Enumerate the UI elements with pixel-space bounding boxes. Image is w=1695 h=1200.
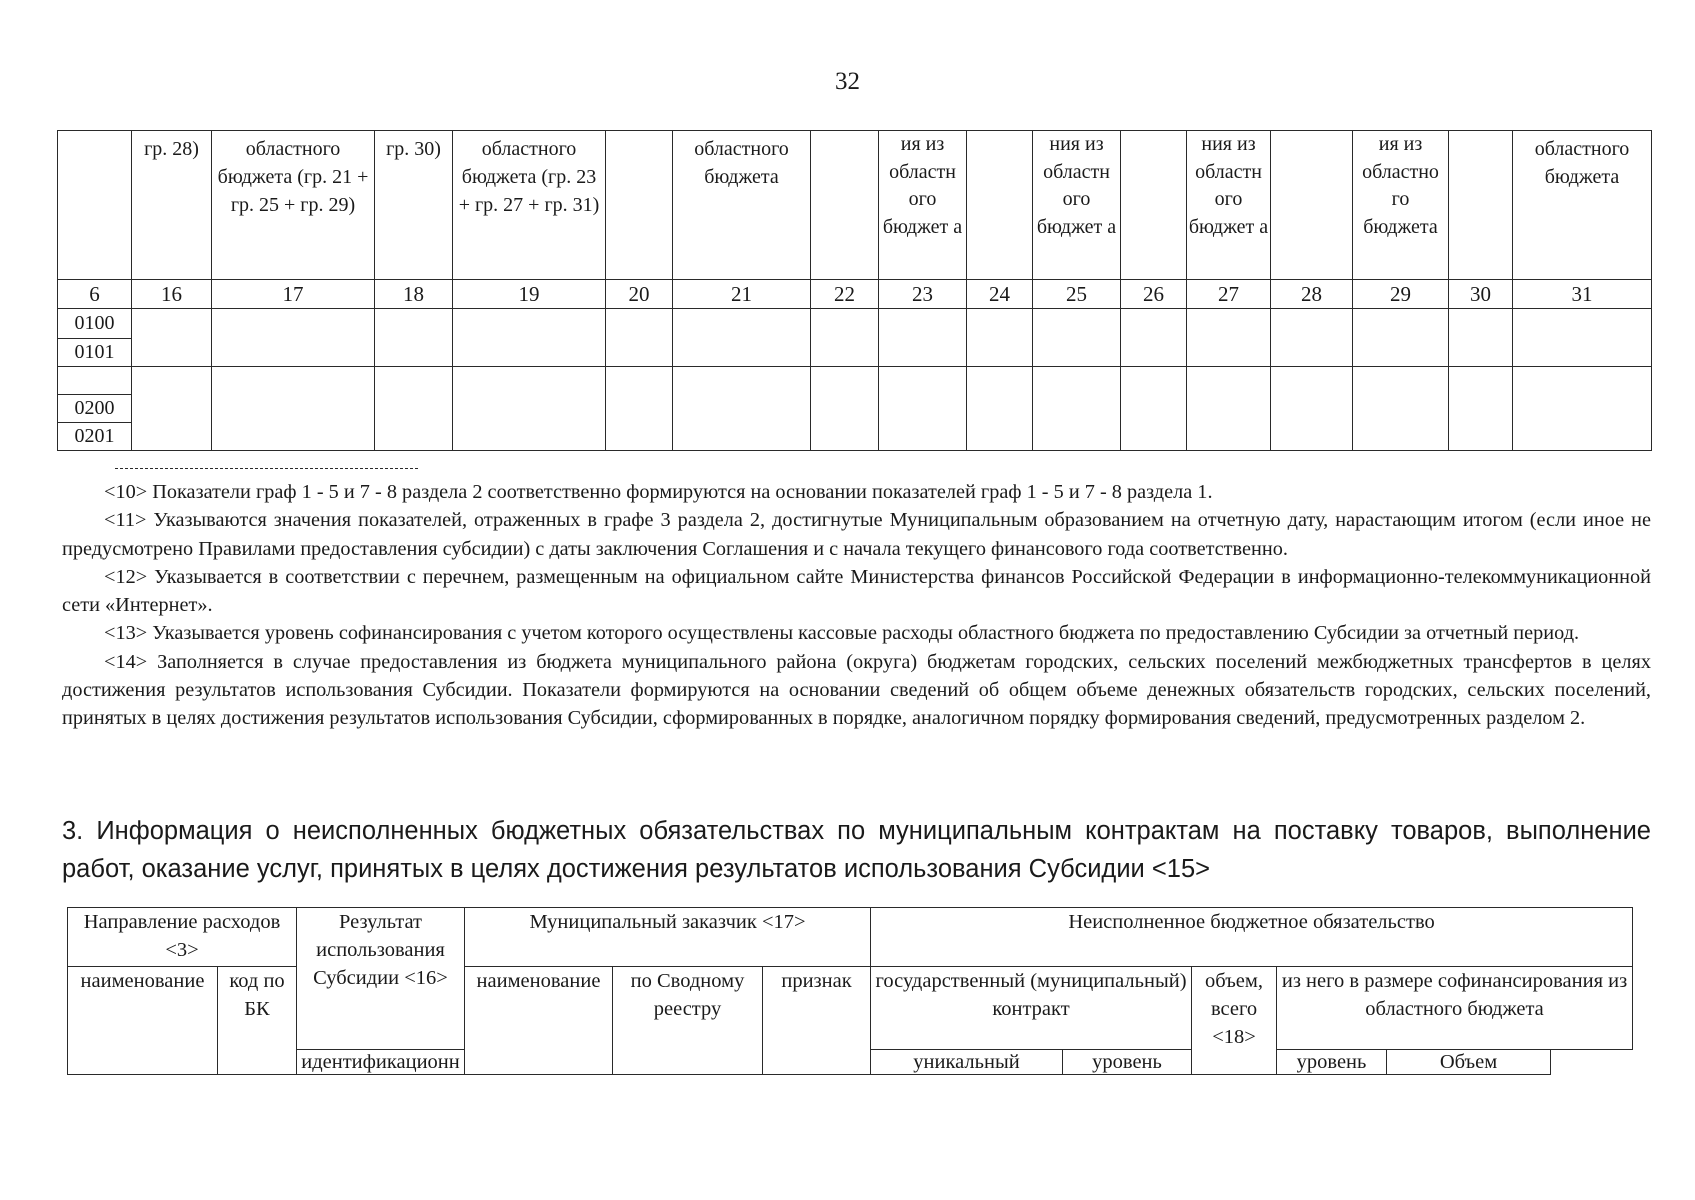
unique-header: уникальный <box>871 1050 1063 1075</box>
identification-header: идентификационн <box>297 1050 465 1075</box>
column-number: 28 <box>1271 280 1353 309</box>
column-number: 22 <box>811 280 879 309</box>
column-number: 6 <box>58 280 132 309</box>
header-cell-17: областного бюджета (гр. 21 + гр. 25 + гр. 29) <box>212 131 375 280</box>
header-cell-27: ния из областн ого бюджет а <box>1187 131 1271 280</box>
column-number: 17 <box>212 280 375 309</box>
result-header: Результат использования Субсидии <16> <box>297 908 465 1050</box>
footnotes <box>62 478 1651 733</box>
footnote-10: <10> Показатели граф 1 - 5 и 7 - 8 раздела 2 соответственно формируются на основании показателей граф 1 - 5 и 7 - 8 раздела 1. <box>104 481 1213 503</box>
footnote-12: <12> Указывается в соответствии с перечнем, размещенным на официальном сайте Министерства финансов Российской Федерации в информационно-телекоммуникационной сети «Интернет». <box>62 565 1651 617</box>
column-number: 26 <box>1121 280 1187 309</box>
header-cell-23: ия из областн ого бюджет а <box>879 131 967 280</box>
column-number: 27 <box>1187 280 1271 309</box>
header-row <box>58 131 1652 280</box>
sign-header: признак <box>763 967 871 1075</box>
row-code: 0200 <box>58 395 132 423</box>
registry-header: по Сводному реестру <box>613 967 763 1075</box>
direction-name-header: наименование <box>68 967 218 1075</box>
header-row-1 <box>68 908 1633 967</box>
header-cell-18: гр. 30) <box>375 131 453 280</box>
header-cell-6 <box>58 131 132 280</box>
footnote-separator <box>115 468 418 469</box>
level-header-2: уровень <box>1277 1050 1387 1075</box>
level-header-1: уровень <box>1063 1050 1192 1075</box>
contract-header: государственный (муниципальный) контракт <box>871 967 1192 1050</box>
column-number: 25 <box>1033 280 1121 309</box>
header-cell-22 <box>811 131 879 280</box>
column-number: 31 <box>1513 280 1652 309</box>
continued-indicator-table <box>57 130 1652 451</box>
header-cell-28 <box>1271 131 1353 280</box>
header-cell-16: гр. 28) <box>132 131 212 280</box>
section-3-title: 3. Информация о неисполненных бюджетных обязательствах по муниципальным контрактам на поставку товаров, выполнение работ, оказание услуг, принятых в целях достижения результатов использования Субсидии <15> <box>62 817 1651 883</box>
obligation-header: Неисполненное бюджетное обязательство <box>871 908 1633 967</box>
row-code: 0101 <box>58 339 132 367</box>
column-number: 19 <box>453 280 606 309</box>
header-cell-20 <box>606 131 673 280</box>
data-row <box>58 367 1652 395</box>
column-number: 24 <box>967 280 1033 309</box>
column-number: 30 <box>1449 280 1513 309</box>
unfulfilled-obligations-table <box>67 907 1633 1075</box>
footnote-14: <14> Заполняется в случае предоставления из бюджета муниципального района (округа) бюджетам городских, сельских поселений межбюджетных трансфертов в целях достижения результатов использования Субсидии. Показатели формируются на основании сведений об общем объеме денежных обязательств городских, сельских поселений, принятых в целях достижения результатов использования Субсидии, сформированных в порядке, аналогичном порядку формирования сведений, предусмотренных разделом 2. <box>62 650 1651 730</box>
header-cell-31: областного бюджета <box>1513 131 1652 280</box>
volume-header: Объем <box>1387 1050 1551 1075</box>
header-cell-30 <box>1449 131 1513 280</box>
volume-total-header: объем, всего <18> <box>1192 967 1277 1075</box>
row-code: 0100 <box>58 309 132 339</box>
column-number-row <box>58 280 1652 309</box>
header-cell-19: областного бюджета (гр. 23 + гр. 27 + гр. 31) <box>453 131 606 280</box>
direction-header: Направление расходов <3> <box>68 908 297 967</box>
header-cell-29: ия из областно го бюджета <box>1353 131 1449 280</box>
column-number: 21 <box>673 280 811 309</box>
column-number: 16 <box>132 280 212 309</box>
customer-name-header: наименование <box>465 967 613 1075</box>
customer-header: Муниципальный заказчик <17> <box>465 908 871 967</box>
footnote-11: <11> Указываются значения показателей, отраженных в графе 3 раздела 2, достигнутые Муниципальным образованием на отчетную дату, нарастающим итогом (если иное не предусмотрено Правилами предоставления субсидии) с даты заключения Соглашения и с начала текущего финансового года соответственно. <box>62 509 1651 560</box>
row-code <box>58 367 132 395</box>
row-code: 0201 <box>58 423 132 451</box>
header-cell-24 <box>967 131 1033 280</box>
page-number: 32 <box>835 68 860 95</box>
column-number: 29 <box>1353 280 1449 309</box>
header-cell-21: областного бюджета <box>673 131 811 280</box>
column-number: 18 <box>375 280 453 309</box>
header-cell-25: ния из областн ого бюджет а <box>1033 131 1121 280</box>
cofinancing-header: из него в размере софинансирования из областного бюджета <box>1277 967 1633 1050</box>
data-row <box>58 309 1652 339</box>
column-number: 20 <box>606 280 673 309</box>
header-cell-26 <box>1121 131 1187 280</box>
footnote-13: <13> Указывается уровень софинансирования с учетом которого осуществлены кассовые расходы областного бюджета по предоставлению Субсидии за отчетный период. <box>104 622 1580 645</box>
bk-code-header: код по БК <box>218 967 297 1075</box>
column-number: 23 <box>879 280 967 309</box>
